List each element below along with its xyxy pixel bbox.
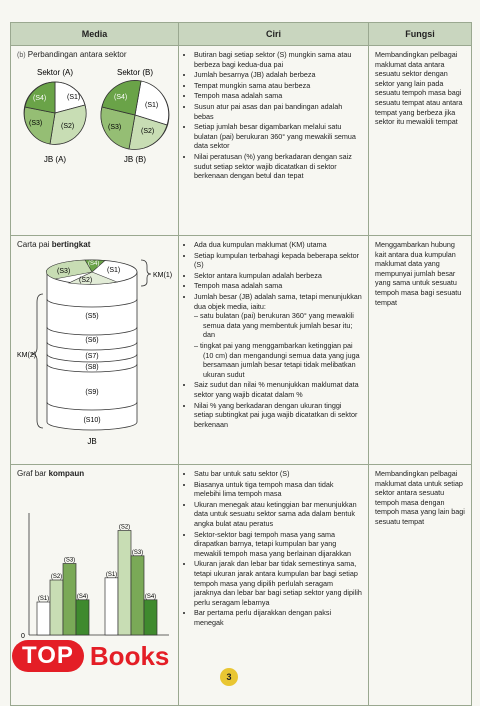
- bar-s2-group1: [50, 580, 63, 635]
- pie-a-caption: JB (A): [43, 154, 67, 164]
- row-pie-comparison: [11, 46, 471, 236]
- bar-s4-group2: [144, 599, 157, 634]
- row-title-bold: bertingkat: [51, 240, 91, 249]
- pie-b-s2-label: (S2): [141, 127, 155, 135]
- ciri-item: • Bar pertama perlu dijarakkan dengan paksi menegak: [194, 608, 362, 627]
- ciri-item: • Sektor antara kumpulan adalah berbeza: [194, 271, 362, 281]
- stack-s7-label: (S7): [85, 352, 99, 360]
- ciri-item-text: Jumlah besar (JB) adalah sama, tetapi menunjukkan dua objek media, iaitu:: [194, 291, 362, 311]
- ciri-item: [194, 292, 362, 379]
- ciri-item: • Setiap jumlah besar digambarkan melalui satu bulatan (pai) berukuran 360° yang mewakili semua data sektor: [194, 122, 362, 151]
- bar-s3-group2: [131, 555, 144, 634]
- media-cell: [11, 46, 179, 235]
- row-title: [17, 50, 172, 61]
- y-tick-zero: 0: [21, 632, 25, 640]
- pie-b: [101, 80, 169, 149]
- ciri-item: • Tempoh masa adalah sama: [194, 281, 362, 291]
- ciri-item: • Jumlah besarnya (JB) adalah berbeza: [194, 70, 362, 80]
- stack-s2-label: (S2): [79, 276, 93, 284]
- ciri-item: • Nilai peratusan (%) yang berkadaran dengan saiz sudut setiap sektor wajib dicatatkan di sektor berkenaan dengan betul dan tepat: [194, 152, 362, 181]
- row-stacked-pie: [11, 236, 471, 465]
- bar-label: (S2): [118, 524, 131, 531]
- stacked-pie-figure: [17, 254, 173, 454]
- ciri-cell: [179, 46, 369, 235]
- pie-b-label: Sektor (B): [116, 67, 154, 77]
- ciri-item: • Satu bar untuk satu sektor (S): [194, 469, 362, 479]
- pie-a: [24, 82, 86, 144]
- header-media: Media: [11, 23, 179, 45]
- ciri-item: • Ada dua kumpulan maklumat (KM) utama: [194, 240, 362, 250]
- row-title: [17, 469, 172, 479]
- page-number: 3: [220, 668, 238, 686]
- header-ciri: Ciri: [179, 23, 369, 45]
- media-cell: [11, 236, 179, 464]
- km1-brace: [141, 260, 151, 286]
- stack-s10-label: (S10): [83, 416, 101, 424]
- bar-label: (S4): [76, 593, 89, 600]
- km2-brace: [31, 294, 43, 428]
- row-title-text: Perbandingan antara sektor: [27, 50, 127, 59]
- bar-label: (S4): [144, 593, 157, 600]
- bar-s1-group1: [37, 602, 50, 635]
- ciri-list: [185, 50, 362, 181]
- ciri-item: • Tempoh masa adalah sama: [194, 91, 362, 101]
- pie-b-caption: JB (B): [123, 154, 147, 164]
- bar-label: (S3): [131, 549, 144, 556]
- ciri-item: • Setiap kumpulan terbahagi kepada beberapa sektor (S): [194, 251, 362, 270]
- ciri-subitem: – satu bulatan (pai) berukuran 360° yang mewakili semua data yang membentuk jumlah besar itu; dan: [203, 311, 362, 340]
- row-title-bold: kompaun: [48, 469, 85, 478]
- pie-b-s3-label: (S3): [108, 123, 122, 131]
- fungsi-cell: Membandingkan pelbagai maklumat data untuk setiap sektor antara sesuatu tempoh masa dengan tempoh masa yang lain bagi sesuatu tempat: [375, 469, 465, 526]
- stack-s8-label: (S8): [85, 363, 99, 371]
- ciri-subitem: – tingkat pai yang menggambarkan ketinggian pai (10 cm) dan mengandungi semua data yang juga bersamaan jumlah besar tetapi tidak melibatkan ukuran sudut: [203, 341, 362, 379]
- pie-a-s3-label: (S3): [29, 119, 43, 127]
- media-table: [10, 22, 472, 706]
- topbooks-logo: [12, 640, 169, 672]
- bar-s1-group2: [105, 577, 118, 634]
- ciri-sublist: [194, 311, 362, 379]
- row-title: [17, 240, 172, 250]
- bar-label: (S1): [105, 571, 118, 578]
- logo-top: TOP: [12, 640, 84, 672]
- ciri-item: • Sektor-sektor bagi tempoh masa yang sama dirapatkan barnya, tetapi kumpulan bar yang mewakili tempoh masa yang berlainan dijarakkan: [194, 530, 362, 559]
- ciri-item: • Saiz sudut dan nilai % menunjukkan maklumat data sektor yang wajib dicatat dalam %: [194, 380, 362, 399]
- fungsi-cell: Menggambarkan hubung kait antara dua kumpulan maklumat data yang mempunyai jumlah besar yang sama untuk sesuatu tempoh masa bagi sesuatu tempat: [375, 240, 462, 307]
- km2-label: KM(2): [17, 351, 37, 359]
- ciri-item: • Ukuran jarak dan lebar bar tidak semestinya sama, tetapi ukuran jarak antara kumpulan bar bagi setiap tempoh masa yang dipilih perlulah seragam jaraknya dan lebar bar bagi setiap sektor yang dipilih perlu seragam lebarnya: [194, 559, 362, 607]
- pie-b-s1-label: (S1): [145, 101, 159, 109]
- pie-b-s4-label: (S4): [114, 93, 128, 101]
- ciri-item: • Susun atur pai asas dan pai bandingan adalah bebas: [194, 102, 362, 121]
- row-title-plain: Carta pai: [17, 240, 52, 249]
- ciri-list: [185, 469, 362, 628]
- stack-s4-label: (S4): [88, 260, 100, 267]
- stack-caption: JB: [87, 436, 97, 446]
- header-fungsi: Fungsi: [405, 29, 435, 39]
- row-title-plain: Graf bar: [17, 469, 49, 478]
- stack-s3-label: (S3): [57, 267, 71, 275]
- logo-books: Books: [89, 640, 170, 671]
- bar-label: (S3): [63, 557, 76, 564]
- row-title-prefix: (b): [17, 52, 26, 59]
- ciri-item: • Tempat mungkin sama atau berbeza: [194, 81, 362, 91]
- pie-comparison-figure: [17, 65, 173, 200]
- bar-label: (S1): [37, 595, 50, 602]
- ciri-cell: [179, 465, 369, 705]
- ciri-item: • Ukuran menegak atau ketinggian bar menunjukkan data untuk sesuatu sektor sama ada dalam bentuk angka bulat atau peratus: [194, 500, 362, 529]
- bar-s2-group2: [118, 530, 131, 635]
- pie-a-s1-label: (S1): [67, 93, 81, 101]
- stack-s1-label: (S1): [107, 266, 121, 274]
- bar-s3-group1: [63, 563, 76, 635]
- fungsi-cell: Membandingkan pelbagai maklumat data antara sesuatu sektor dengan sektor yang lain pada sesuatu tempoh masa bagi sesuatu tempat atau antara tempat yang berbeza jika sektor itu mewakili tempat: [375, 50, 463, 127]
- stack-s6-label: (S6): [85, 336, 99, 344]
- bar-series: [37, 524, 157, 635]
- compound-bar-chart: [17, 503, 173, 653]
- stack-s5-label: (S5): [85, 312, 99, 320]
- ciri-item: • Biasanya untuk tiga tempoh masa dan tidak melebihi lima tempoh masa: [194, 480, 362, 499]
- bar-label: (S2): [50, 573, 63, 580]
- pie-a-s2-label: (S2): [61, 122, 75, 130]
- stack-s9-label: (S9): [85, 388, 99, 396]
- pie-a-label: Sektor (A): [36, 67, 74, 77]
- table-header: [11, 23, 471, 46]
- pie-a-s4-label: (S4): [33, 94, 47, 102]
- ciri-item: • Butiran bagi setiap sektor (S) mungkin sama atau berbeza bagi kedua-dua pai: [194, 50, 362, 69]
- ciri-list: [185, 240, 362, 429]
- ciri-cell: [179, 236, 369, 464]
- km1-label: KM(1): [153, 271, 173, 279]
- bar-s4-group1: [76, 599, 89, 634]
- ciri-item: • Nilai % yang berkadaran dengan ukuran tinggi setiap subtingkat pai juga wajib dicatatkan di sektor berkenaan: [194, 401, 362, 430]
